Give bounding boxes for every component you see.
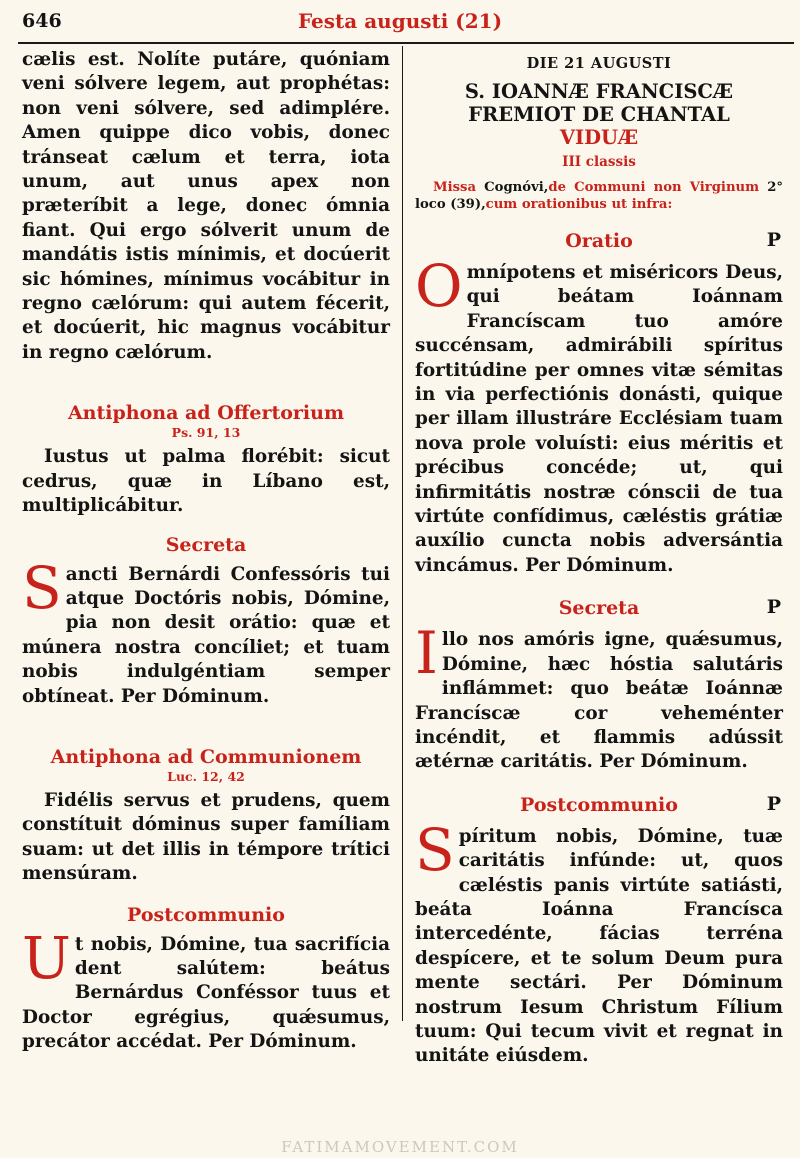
feast-date: DIE 21 AUGUSTI — [526, 55, 672, 72]
drop-cap-initial: I — [415, 619, 438, 688]
missa-note — [415, 179, 783, 213]
gospel-text: cælis est. Nolíte putáre, quóniam veni sólvere legem, aut prophétas: non veni sólvere, sed adimplére. Amen quippe dico vobis, donec tránseat cælum et terra, iota unum, aut unus apex non præteríbit a lege, donec ómnia fiant. Qui ergo sólverit unum de mandátis istis mínimis, et docúerit sic hómines, mínimus vocábitur in regno cælórum: qui autem fécerit, et docúerit, hic magnus vocábitur in regno cælórum. — [22, 49, 390, 363]
page-number: 646 — [22, 10, 62, 32]
oratio-text-block — [415, 252, 783, 578]
postcommunio-text: t nobis, Dómine, tua sacrifícia dent salútem: beátus Bernárdus Conféssor tuus et Doctor egrégius, quǽsumus, precátor accédat. Per Dóminum. — [22, 933, 390, 1053]
oratio-mark: P — [766, 229, 781, 251]
saint-name-line2: FREMIOT DE CHANTAL — [468, 103, 730, 126]
missa-page-ref: (39), — [450, 197, 486, 212]
drop-cap-initial: U — [22, 923, 71, 992]
communion-ref: Luc. 12, 42 — [167, 768, 245, 784]
drop-cap-initial: S — [415, 815, 455, 884]
missa-orations: cum orationibus ut infra: — [485, 197, 673, 212]
secreta-right-text: llo nos amóris igne, quǽsumus, Dómine, hæc hóstia salutáris inflámmet: quo beátæ Ioánnæ Francíscæ cor veheménter incéndit, et flammis adússit ætérnæ caritátis. Per Dóminum. — [415, 629, 783, 773]
offertory-ref: Ps. 91, 13 — [171, 425, 241, 441]
page-header — [0, 0, 800, 40]
secreta-mark: P — [766, 596, 781, 619]
secreta-right-text-block — [415, 619, 783, 774]
secreta-title-right: Secreta — [558, 597, 640, 620]
oratio-heading — [415, 229, 783, 253]
oratio-title: Oratio — [565, 230, 633, 252]
drop-cap-initial: O — [415, 252, 463, 320]
secreta-title: Secreta — [165, 533, 247, 556]
offertory-text: Iustus ut palma florébit: sicut cedrus, quæ in Líbano est, multiplicábitur. — [22, 446, 390, 517]
oratio-text: mnípotens et miséricors Deus, qui beátam Ioánnam Francíscam tuo amóre succénsam, admirábili spíritus fortitúdine per omnes vitæ sémitas in via perfectiónis donásti, quique per illam illustráre Ecclésiam tuam nova prole voluísti: eius méritis et précibus concéde; ut, qui infirmitátis nostræ cónscii de tua virtúte confídimus, cæléstis grátiæ auxílio cuncta nobis adversántia vincámus. Per Dóminum. — [415, 262, 783, 576]
saint-title-viduae: VIDUÆ — [559, 126, 639, 149]
left-column — [22, 48, 390, 1055]
postcommunio-right-text: píritum nobis, Dómine, tuæ caritátis infúnde: ut, quos cæléstis panis virtúte satiásti, beáta Ioánna Francísca intercedénte, fácias terréna despícere, et te solum Deum pura mente sectári. Per Dóminum nostrum Iesum Christum Fílium tuum: Qui tecum vivit et regnat in unitáte eiúsdem. — [415, 825, 783, 1067]
missa-loco: 2° loco — [415, 180, 784, 212]
secreta-text-block — [22, 553, 390, 709]
header-rule — [18, 42, 794, 44]
secreta-text: ancti Bernárdi Confessóris tui atque Doctóris nobis, Dómine, pia non desit orátio: quæ et múnera nostra concíliet; et tuam nobis indulgéntiam semper obtíneat. Per Dóminum. — [22, 563, 390, 707]
column-divider — [402, 46, 403, 1021]
postcommunio-title-right: Postcommunio — [520, 793, 678, 816]
offertory-title: Antiphona ad Offertorium — [67, 402, 345, 425]
secreta-heading — [415, 596, 783, 620]
postcommunio-heading — [415, 793, 783, 817]
communion-title: Antiphona ad Communionem — [50, 745, 362, 768]
missa-common: de Communi non Virginum — [548, 180, 760, 195]
postcommunio-mark: P — [766, 792, 781, 815]
feast-rank: III classis — [562, 154, 636, 170]
saint-name-line1: S. IOANNÆ FRANCISCÆ — [464, 80, 734, 103]
right-column — [415, 48, 783, 1069]
postcommunio-text-block — [22, 923, 390, 1055]
postcommunio-title: Postcommunio — [127, 903, 285, 926]
postcommunio-right-text-block — [415, 815, 783, 1069]
watermark: FATIMAMOVEMENT.COM — [281, 1138, 519, 1156]
drop-cap-initial: S — [22, 553, 62, 622]
running-title: Festa augusti (21) — [297, 9, 503, 33]
missa-introit: Cognóvi, — [484, 180, 549, 195]
communion-text: Fidélis servus et prudens, quem constítuit dóminus super famíliam suam: ut det illis in témpore trítici mensúram. — [22, 789, 390, 885]
missa-label: Missa — [433, 180, 477, 195]
